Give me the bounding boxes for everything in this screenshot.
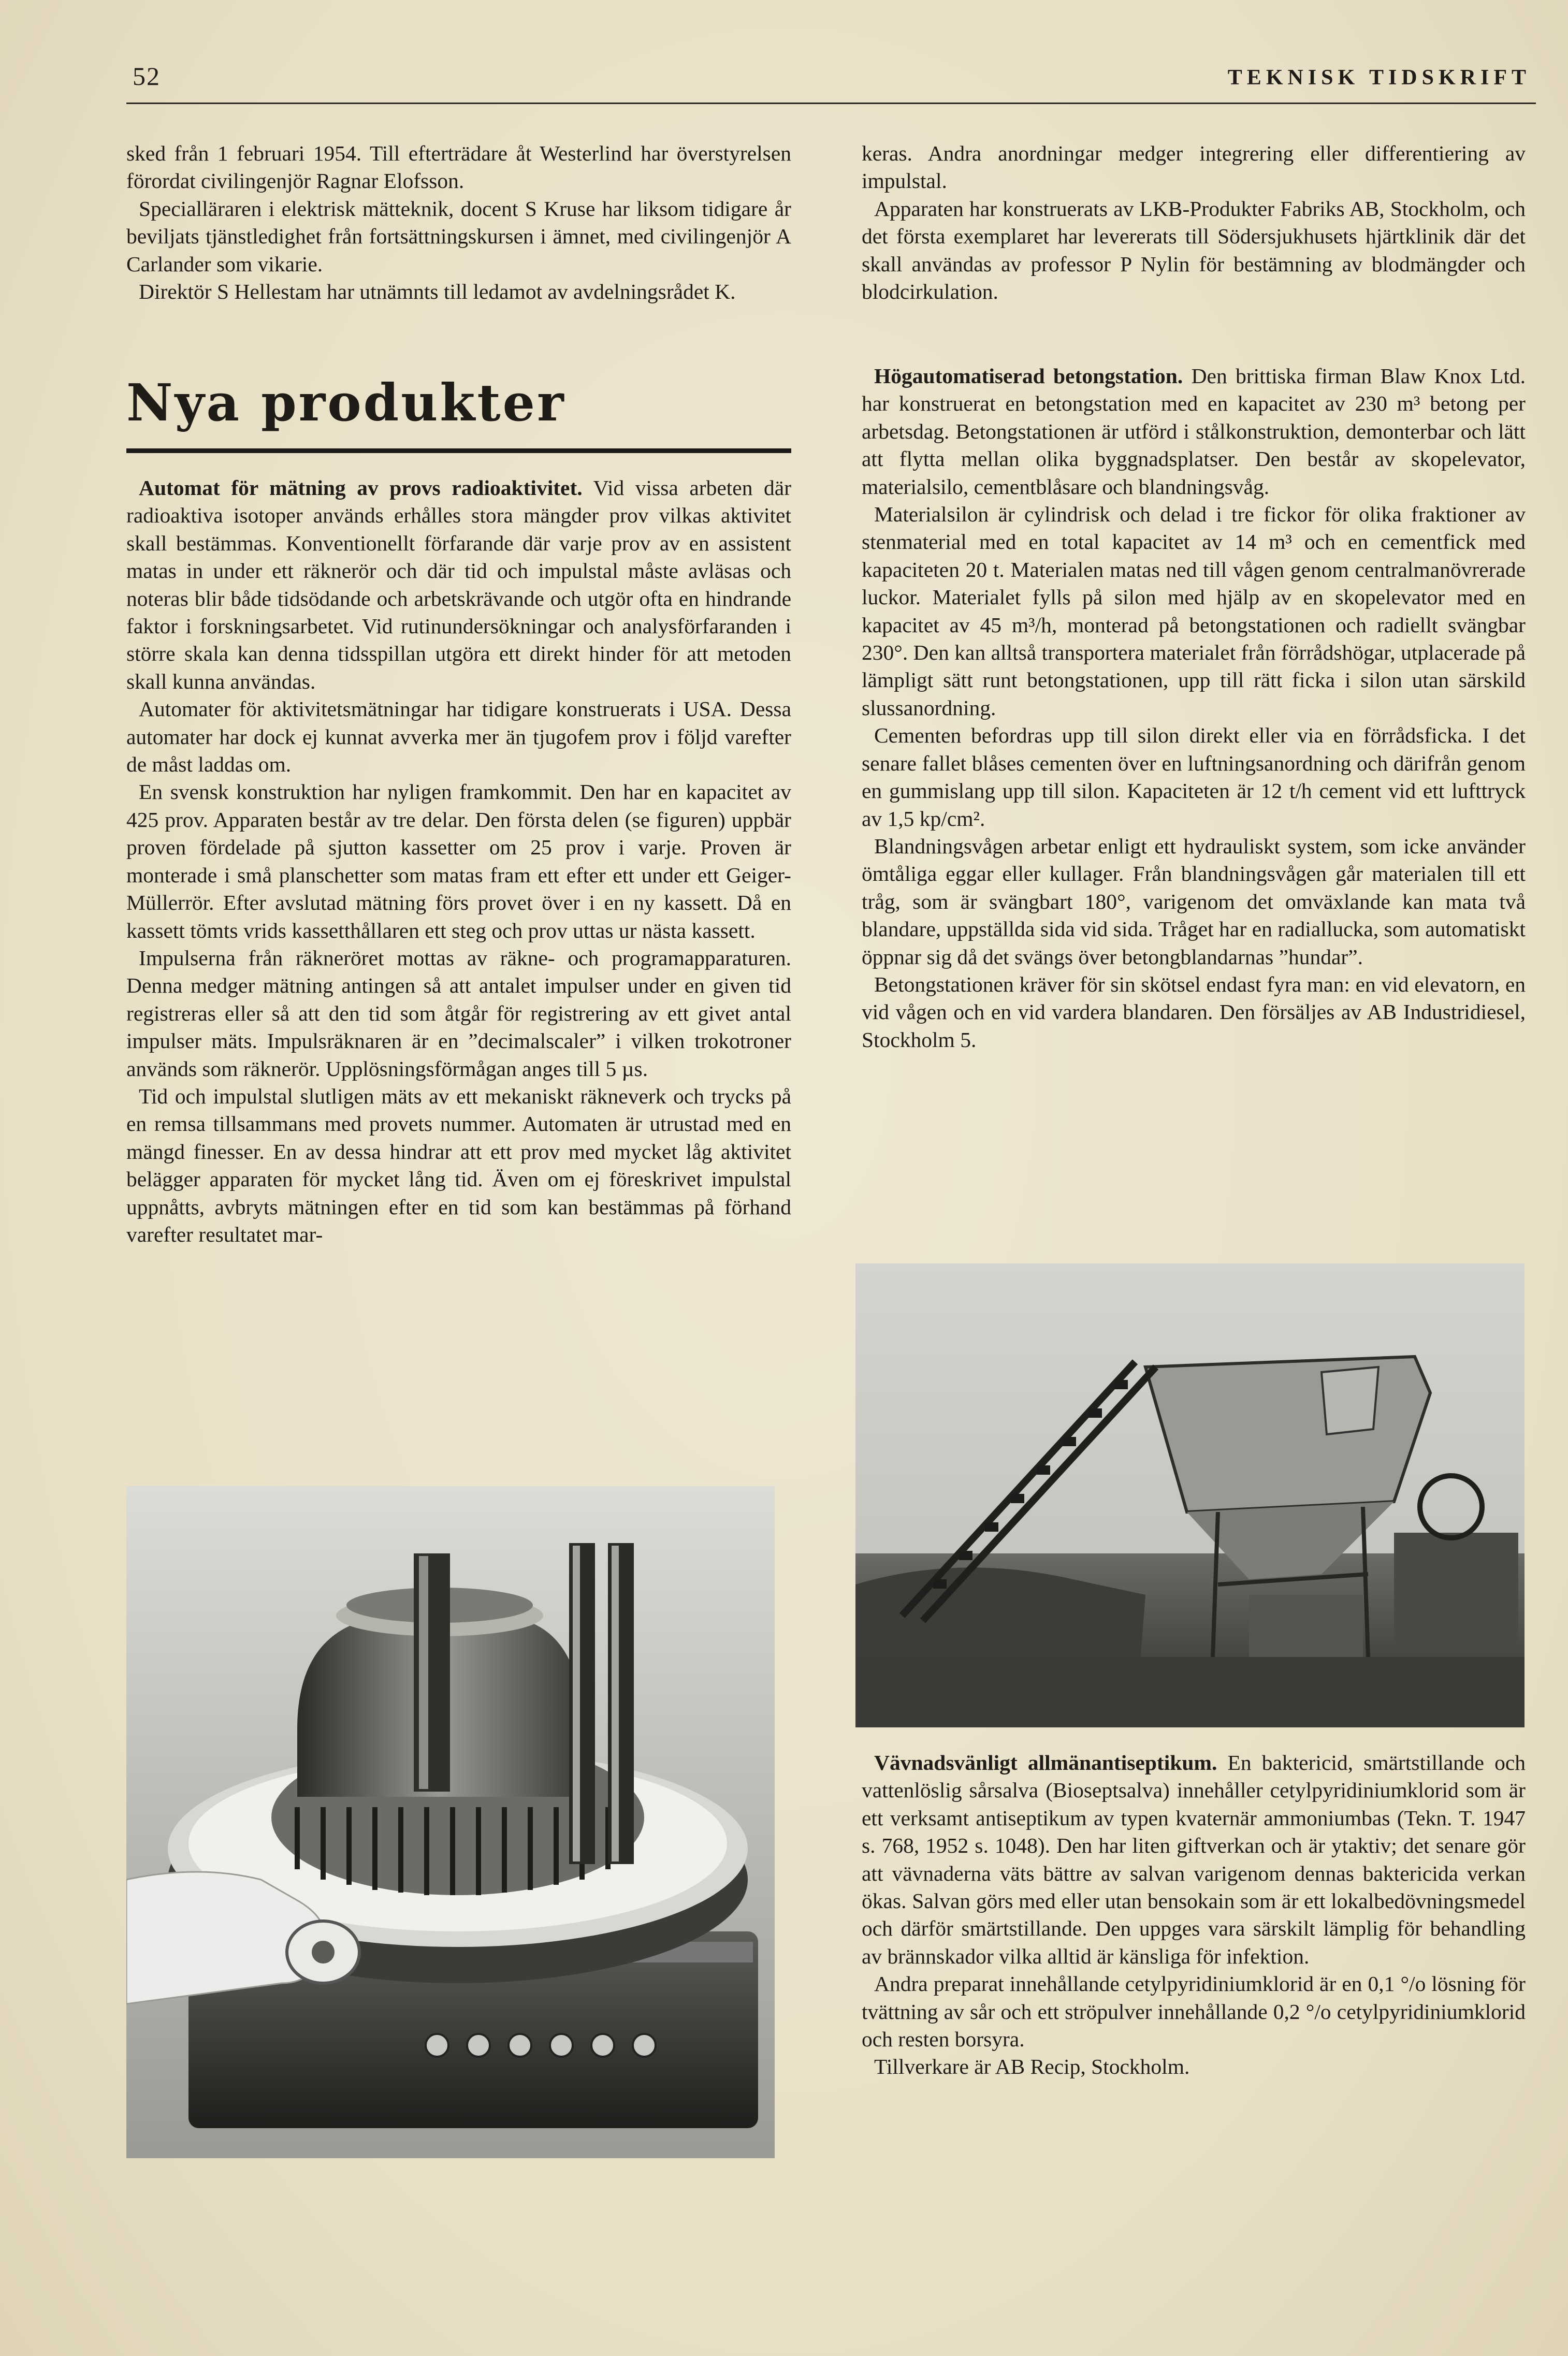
article-paragraph — [126, 474, 791, 695]
article-paragraph: Materialsilon är cylindrisk och delad i tre fickor för olika fraktioner av stenmaterial med en total kapacitet av 14 m³ och en cementfick med kapaciteten 20 t. Materialen matas ned till vågen genom centralmanövrerade luckor. Materialet fylls på silon med hjälp av en skopelevator med en kapacitet av 45 m³/h, monterad på betongstationen och radiellt svängbar 230°. Den kan alltså transportera materialet från förrådshögar, utplacerade på lämpligt sätt runt betongstationen, upp till rätt ficka i silon utan särskild slussanordning. — [862, 502, 1526, 720]
intro-paragraph: Direktör S Hellestam har utnämnts till ledamot av avdelningsrådet K. — [139, 280, 736, 304]
sample-changer-photo — [126, 1486, 775, 2158]
article-radioactivity — [126, 474, 791, 1248]
journal-title: TEKNISK TIDSKRIFT — [1227, 66, 1531, 90]
article-title: Högautomatiserad betongstation. — [874, 364, 1183, 388]
article-paragraph: Tid och impulstal slutligen mäts av ett mekaniskt räkneverk och trycks på en remsa tillsammans med provets nummer. Automaten är utrustad med en mängd finesser. En av dessa hindrar att ett prov med mycket låg aktivitet belägger apparaten för mycket lång tid. Även om ej föreskrivet impulstal uppnåtts, avbryts mätningen efter en tid som kan bestämmas på förhand varefter resultatet mar- — [126, 1084, 791, 1246]
article-lead-text: En baktericid, smärtstillande och vattenlöslig sårsalva (Bioseptsalva) innehåller cetylpyridiniumklorid som är ett verksamt antiseptikum av typen kvaternär ammoniumbas (Tekn. T. 1947 s. 768, 1952 s. 1048). Den har liten giftverkan och är ytaktiv; det senare gör att vävnaderna väts bättre av salvan varigenom dennas baktericida verkan ökas. Salvan görs med eller utan bensokain som är ett lokalbedövningsmedel och därför smärtstillande. Den uppges vara särskilt lämplig för behandling av brännskador vilka alltid är känsliga för infektion. — [862, 1751, 1526, 1968]
article-title: Vävnadsvänligt allmänantiseptikum. — [874, 1751, 1217, 1775]
article-paragraph: Automater för aktivitetsmätningar har tidigare konstruerats i USA. Dessa automater har dock ej kunnat avverka mer än tjugofem prov i följd varefter de måst laddas om. — [126, 697, 791, 777]
right-top — [862, 140, 1526, 306]
continuation-paragraph: Apparaten har konstruerats av LKB-Produkter Fabriks AB, Stockholm, och det första exemplaret har levererats till Södersjukhusets hjärtklinik där det skall användas av professor P Nylin för bestämning av blodmängder och blodcirkulation. — [862, 196, 1526, 304]
article-paragraph: Blandningsvågen arbetar enligt ett hydrauliskt system, som icke använder ömtåliga eggar eller kullager. Från blandningsvågen går materialen till ett tråg, som är svängbart 180°, varigenom det omväxlande kan mata två blandare, uppställda sida vid sida. Tråget har en radiallucka, som automatiskt öppnar sig då det svängs över betongblandarnas ”hundar”. — [862, 834, 1526, 969]
intro-paragraph: sked från 1 februari 1954. Till efterträdare åt Westerlind har överstyrelsen förordat civilingenjör Ragnar Elofsson. — [126, 141, 791, 193]
article-paragraph: Impulserna från räkneröret mottas av räkne- och programapparaturen. Denna medger mätning antingen så att antalet impulser under en given tid registreras eller så att den tid som åtgår för registrering av ett givet antal impulser mäts. Impulsräknaren är en ”decimalscaler” i vilken trokotroner används som räknerör. Upplösningsförmågan anges till 5 µs. — [126, 946, 791, 1081]
article-title: Automat för mätning av provs radioaktivitet. — [139, 476, 583, 500]
article-lead-text: Den brittiska firman Blaw Knox Ltd. har konstruerat en betongstation med en kapacitet av 230 m³ betong per arbetsdag. Betongstationen är utförd i stålkonstruktion, demonterbar och lätt att flytta mellan olika byggnadsplatser. Den består av skopelevator, materialsilo, cementblåsare och blandningsvåg. — [862, 364, 1526, 499]
article-paragraph: Tillverkare är AB Recip, Stockholm. — [874, 2055, 1190, 2079]
article-paragraph: Betongstationen kräver för sin skötsel endast fyra man: en vid elevatorn, en vid vågen och en vid vardera blandaren. Den försäljes av AB Industridiesel, Stockholm 5. — [862, 972, 1526, 1052]
article-antiseptic — [862, 1749, 1526, 2081]
article-lead-text: Vid vissa arbeten där radioaktiva isotoper används erhålles stora mängder prov vilkas aktivitet skall bestämmas. Konventionellt förfarande där varje prov av en assistent matas in under ett räknerör och där tid och impulstal måste avläsas och noteras blir både tidsödande och arbetskrävande och utgör ofta en hindrande faktor i forskningsarbetet. Vid rutinundersökningar och analysförfaranden i större skala kan denna tidsspillan utgöra ett direkt hinder för att metoden skall kunna användas. — [126, 476, 792, 693]
intro-paragraph: Specialläraren i elektrisk mätteknik, docent S Kruse har liksom tidigare år beviljats tjänstledighet från fortsättningskursen i ämnet, med civilingenjör A Carlander som vikarie. — [126, 196, 791, 276]
article-paragraph — [862, 362, 1526, 501]
left-intro — [126, 140, 791, 306]
article-paragraph: Andra preparat innehållande cetylpyridiniumklorid är en 0,1 °/o lösning för tvättning av sår och ett ströpulver innehållande 0,2 °/o cetylpyridiniumklorid och resten borsyra. — [862, 1972, 1526, 2052]
section-rule — [126, 448, 791, 453]
header-rule — [126, 103, 1536, 104]
continuation-paragraph: keras. Andra anordningar medger integrering eller differentiering av impulstal. — [862, 141, 1526, 193]
page-number: 52 — [133, 62, 161, 91]
article-paragraph: Cementen befordras upp till silon direkt eller via en förrådsficka. I det senare fallet blåses cementen över en luftningsanordning och därifrån genom en gummislang upp till silon. Kapaciteten är 12 t/h cement vid ett lufttryck av 1,5 kp/cm². — [862, 723, 1526, 831]
section-title: Nya produkter — [126, 373, 566, 433]
article-paragraph: En svensk konstruktion har nyligen framkommit. Den har en kapacitet av 425 prov. Apparaten består av tre delar. Den första delen (se figuren) uppbär proven fördelade på sjutton kassetter om 25 prov i varje. Proven är monterade i små planschetter som matas fram ett efter ett under ett Geiger-Müllerrör. Efter avslutad mätning förs provet över i en ny kassett. Då en kassett tömts vrids kassetthållaren ett steg och prov uttas ur nästa kassett. — [126, 780, 791, 942]
article-paragraph — [862, 1749, 1526, 1970]
article-concrete-station — [862, 362, 1526, 1054]
concrete-station-photo — [855, 1263, 1525, 1727]
